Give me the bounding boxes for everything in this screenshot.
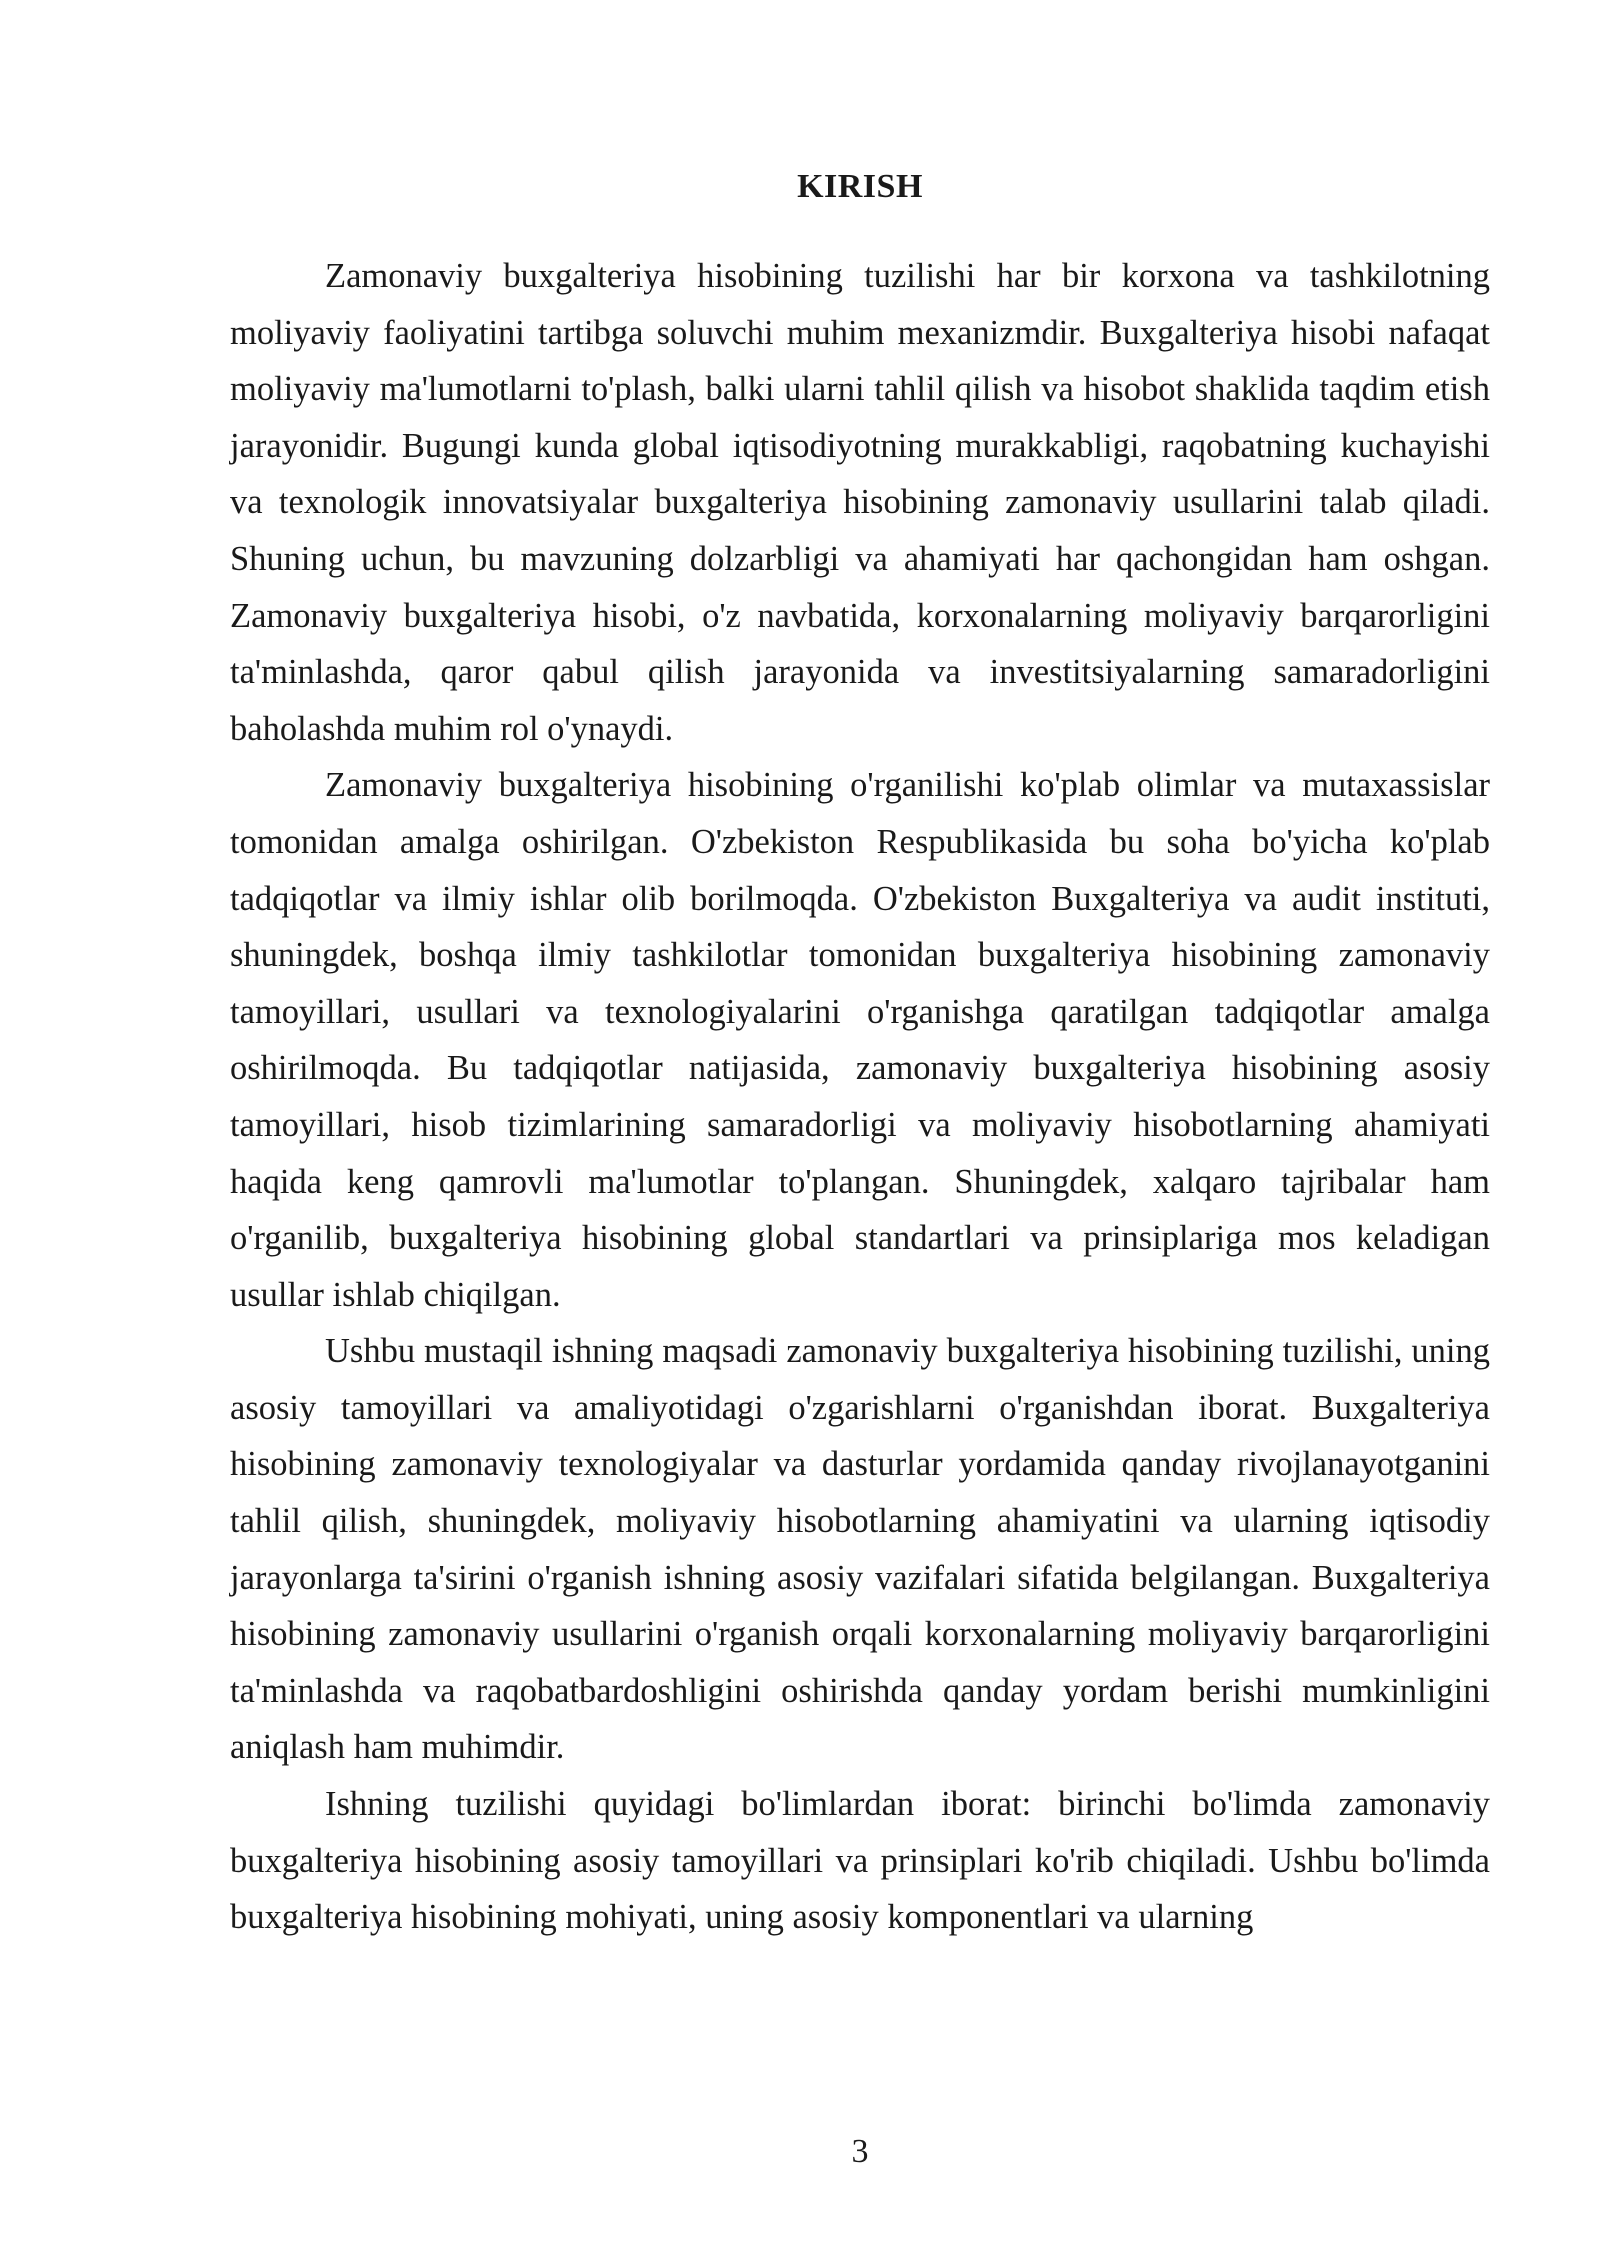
- page-title: KIRISH: [797, 168, 923, 205]
- paragraph-2: Zamonaviy buxgalteriya hisobining o'rganilishi ko'plab olimlar va mutaxassislar tomonidan amalga oshirilgan. O'zbekiston Respublikasida bu soha bo'yicha ko'plab tadqiqotlar va ilmiy ishlar olib borilmoqda. O'zbekiston Buxgalteriya va audit instituti, shuningdek, boshqa ilmiy tashkilotlar tomonidan buxgalteriya hisobining zamonaviy tamoyillari, usullari va texnologiyalarini o'rganishga qaratilgan tadqiqotlar amalga oshirilmoqda. Bu tadqiqotlar natijasida, zamonaviy buxgalteriya hisobining asosiy tamoyillari, hisob tizimlarining samaradorligi va moliyaviy hisobotlarning ahamiyati haqida keng qamrovli ma'lumotlar to'plangan. Shuningdek, xalqaro tajribalar ham o'rganilib, buxgalteriya hisobining global standartlari va prinsiplariga mos keladigan usullar ishlab chiqilgan.: [230, 766, 1490, 1314]
- paragraph-1: Zamonaviy buxgalteriya hisobining tuzilishi har bir korxona va tashkilotning moliyaviy faoliyatini tartibga soluvchi muhim mexanizmdir. Buxgalteriya hisobi nafaqat moliyaviy ma'lumotlarni to'plash, balki ularni tahlil qilish va hisobot shaklida taqdim etish jarayonidir. Bugungi kunda global iqtisodiyotning murakkabligi, raqobatning kuchayishi va texnologik innovatsiyalar buxgalteriya hisobining zamonaviy usullarini talab qiladi. Shuning uchun, bu mavzuning dolzarbligi va ahamiyati har qachongidan ham oshgan. Zamonaviy buxgalteriya hisobi, o'z navbatida, korxonalarning moliyaviy barqarorligini ta'minlashda, qaror qabul qilish jarayonida va investitsiyalarning samaradorligini baholashda muhim rol o'ynaydi.: [230, 257, 1490, 748]
- body-text: [230, 248, 1490, 1946]
- page-number: 3: [851, 2133, 869, 2170]
- paragraph-4: Ishning tuzilishi quyidagi bo'limlardan iborat: birinchi bo'limda zamonaviy buxgalteriya hisobining asosiy tamoyillari va prinsiplari ko'rib chiqiladi. Ushbu bo'limda buxgalteriya hisobining mohiyati, uning asosiy komponentlari va ularning: [230, 1785, 1490, 1937]
- paragraph-3: Ushbu mustaqil ishning maqsadi zamonaviy buxgalteriya hisobining tuzilishi, uning asosiy tamoyillari va amaliyotidagi o'zgarishlarni o'rganishdan iborat. Buxgalteriya hisobining zamonaviy texnologiyalar va dasturlar yordamida qanday rivojlanayotganini tahlil qilish, shuningdek, moliyaviy hisobotlarning ahamiyatini va ularning iqtisodiy jarayonlarga ta'sirini o'rganish ishning asosiy vazifalari sifatida belgilangan. Buxgalteriya hisobining zamonaviy usullarini o'rganish orqali korxonalarning moliyaviy barqarorligini ta'minlashda va raqobatbardoshligini oshirishda qanday yordam berishi mumkinligini aniqlash ham muhimdir.: [230, 1332, 1490, 1767]
